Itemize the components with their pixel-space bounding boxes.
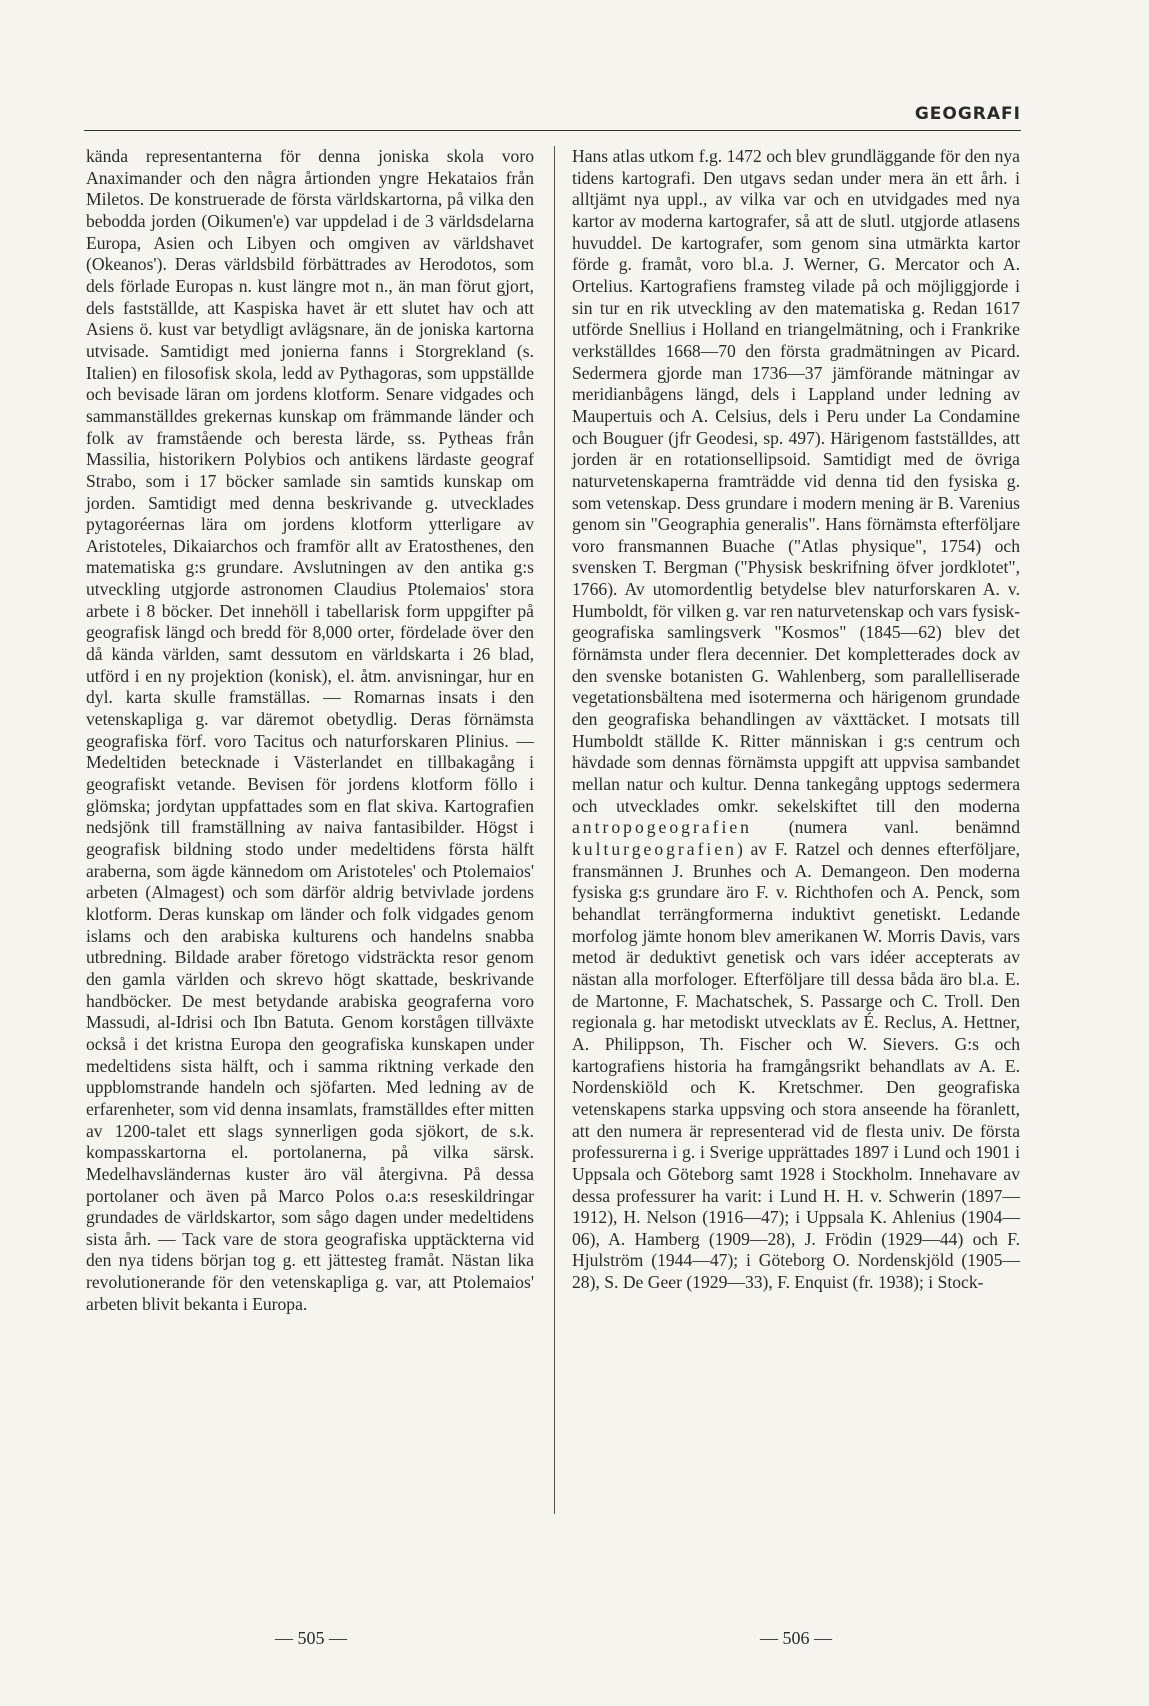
spaced-term-antropogeografien: antropogeografien xyxy=(572,817,752,838)
left-column-text: kända representanterna för denna joniska skola voro Anaximander och den några årtionden yngre Hekataios från Miletos. De konstruerade de första världskartorna, på vilka den bebodda jorden (Oikumen'e) var uppdelad i de 3 världsdelarna Europa, Asien och Libyen och omgiven av världshavet (Okeanos'). Deras världsbild förbättrades av Herodotos, som dels förlade Europas n. kust längre mot n., än man förut gjort, dels fastställde, att Kaspiska havet är ett slutet hav och att Asiens ö. kust var betydligt avlägsnare, än de joniska kartorna utvisade. Samtidigt med jonierna fanns i Storgrekland (s. Italien) en filosofisk skola, ledd av Pythagoras, som uppställde och bevisade läran om jordens klotform. Senare vidgades och sammanställdes grekernas kunskap om främmande länder och folk av framstående och beresta lärde, ss. Pytheas från Massilia, historikern Polybios och antikens lärdaste geograf Strabo, som i 17 böcker samlade sin samtids kunskap om jorden. Samtidigt med denna beskrivande g. utvecklades pytagoréernas lära om jordens klotform ytterligare av Aristoteles, Dikaiarchos och framför allt av Eratosthenes, den matematiska g:s grundare. Avslutningen av den antika g:s utveckling utgjorde astronomen Claudius Ptolemaios' stora arbete i 8 böcker. Det innehöll i tabellarisk form uppgifter på geografisk längd och bredd för 8,000 orter, fördelade över den då kända världen, samt dessutom en världskarta i 26 blad, utförd i en ny projektion (konisk), el. åtm. anvisningar, hur en dyl. karta skulle framställas. — Romarnas insats i den vetenskapliga g. var däremot obetydlig. Deras förnämsta geografiska förf. voro Tacitus och naturforskaren Plinius. — Medeltiden betecknade i Västerlandet en tillbakagång i geografiskt vetande. Bevisen för jordens klotform föllo i glömska; jordytan uppfattades som en flat skiva. Kartografien nedsjönk till framställning av naiva fantasibilder. Högst i geografisk bildning stodo under medeltidens första hälft araberna, som ägde kännedom om Aristoteles' och Ptolemaios' arbeten (Almagest) och som därför aldrig betvivlade jordens klotform. Deras kunskap om länder och folk vidgades genom islams och den arabiska kulturens och handelns snabba utbredning. Bildade araber företogo vidsträckta resor genom den gamla världen och skrevo högt skattade, beskrivande handböcker. De mest betydande arabiska geograferna voro Massudi, al-Idrisi och Ibn Batuta. Genom korstågen tillväxte också i det kristna Europa den geografiska kunskapen under medeltidens sista hälft, och i samma riktning verkade den uppblomstrande handeln och sjöfarten. Med ledning av de erfarenheter, som vid denna insamlats, framställdes efter mitten av 1200-talet ett slags synnerligen goda sjökort, de s.k. kompasskartorna el. portolanerna, på vilka särsk. Medelhavsländernas kuster äro väl återgivna. På dessa portolaner och även på Marco Polos o.a:s reseskildringar grundades de världskartor, som sågo dagen under medeltidens sista årh. — Tack vare de stora geografiska upptäckterna vid den nya tidens början tog g. ett jättesteg framåt. Nästan lika revolutionerande för den vetenskapliga g. var, att Ptolemaios' arbeten blivit bekanta i Europa. xyxy=(86,146,534,1314)
page-number-left: — 505 — xyxy=(275,1628,347,1648)
right-column-text xyxy=(572,146,1020,1294)
running-header xyxy=(84,104,1021,131)
right-text-before: Hans atlas utkom f.g. 1472 och blev grundläggande för den nya tidens kartografi. Den utgavs sedan under mera än ett årh. i alltjämt nya uppl., av vilka var och en utvidgades med nya kartor av moderna kartografer, så att de slutl. utgjorde atlasens huvuddel. De kartografer, som genom sina utmärkta kartor förde g. framåt, voro bl.a. J. Werner, G. Mercator och A. Ortelius. Kartografiens framsteg vilade på och möjliggjorde i sin tur en rik utveckling av den matematiska g. Redan 1617 utförde Snellius i Holland en triangelmätning, och i Frankrike verkställdes 1668—70 den första gradmätningen av Picard. Sedermera gjorde man 1736—37 jämförande mätningar av meridianbågens längd, dels i Lappland under ledning av Maupertuis och A. Celsius, dels i Peru under La Condamine och Bouguer (jfr Geodesi, sp. 497). Härigenom fastställdes, att jorden är en rotationsellipsoid. Samtidigt med de övriga naturvetenskaperna framträdde vid denna tid den fysiska g. som vetenskap. Dess grundare i modern mening är B. Varenius genom sin "Geographia generalis". Hans förnämsta efterföljare voro fransmannen Buache ("Atlas physique", 1754) och svensken T. Bergman ("Physisk beskrifning öfver jordklotet", 1766). Av utomordentlig betydelse blev naturforskaren A. v. Humboldt, för vilken g. var ren naturvetenskap och vars fysisk-geografiska samlingsverk "Kosmos" (1845—62) blev det förnämsta under flera decennier. Det kompletterades dock av den svenske botanisten G. Wahlenberg, som parallelliserade vegetationsbältena med isotermerna och härigenom grundade den geografiska behandlingen av växttäcket. I motsats till Humboldt ställde K. Ritter människan i g:s centrum och hävdade som dennas förnämsta uppgift att uppvisa sambandet mellan natur och kultur. Denna tankegång upptogs sedermera och utvecklades omkr. sekelskiftet till den moderna xyxy=(572,146,1020,816)
column-divider xyxy=(554,146,555,1514)
left-column xyxy=(86,146,534,1315)
page-number-right: — 506 — xyxy=(760,1628,832,1648)
right-text-middle: (numera vanl. benämnd xyxy=(751,817,1020,838)
right-column xyxy=(572,146,1020,1294)
spaced-term-kulturgeografien: kulturgeografien xyxy=(572,839,737,859)
section-title: GEOGRAFI xyxy=(914,104,1021,124)
right-text-after: ) av F. Ratzel och dennes efterföljare, fransmännen J. Brunhes och A. Demangeon. Den moderna fysiska g:s grundare äro F. v. Richthofen och A. Penck, som behandlat terrängformerna induktivt genetiskt. Ledande morfolog jämte honom blev amerikanen W. Morris Davis, vars metod är deduktivt genetisk och vars idéer accepterats av nästan alla morfologer. Efterföljare till dessa båda äro bl.a. E. de Martonne, F. Machatschek, S. Passarge och C. Troll. Den regionala g. har metodiskt utvecklats av É. Reclus, A. Hettner, A. Philippson, Th. Fischer och W. Sievers. G:s och kartografiens historia ha framgångsrikt behandlats av A. E. Nordenskiöld och K. Kretschmer. Den geografiska vetenskapens starka uppsving och stora anseende ha föranlett, att den numera är representerad vid de flesta univ. De första professurerna i g. i Sverige upprättades 1897 i Lund och 1901 i Uppsala och Göteborg samt 1928 i Stockholm. Innehavare av dessa professurer ha varit: i Lund H. H. v. Schwerin (1897—1912), H. Nelson (1916—47); i Uppsala K. Ahlenius (1904—06), A. Hamberg (1909—28), J. Frödin (1929—44) och F. Hjulström (1944—47); i Göteborg O. Nordenskjöld (1905—28), S. De Geer (1929—33), F. Enquist (fr. 1938); i Stock- xyxy=(572,839,1020,1293)
